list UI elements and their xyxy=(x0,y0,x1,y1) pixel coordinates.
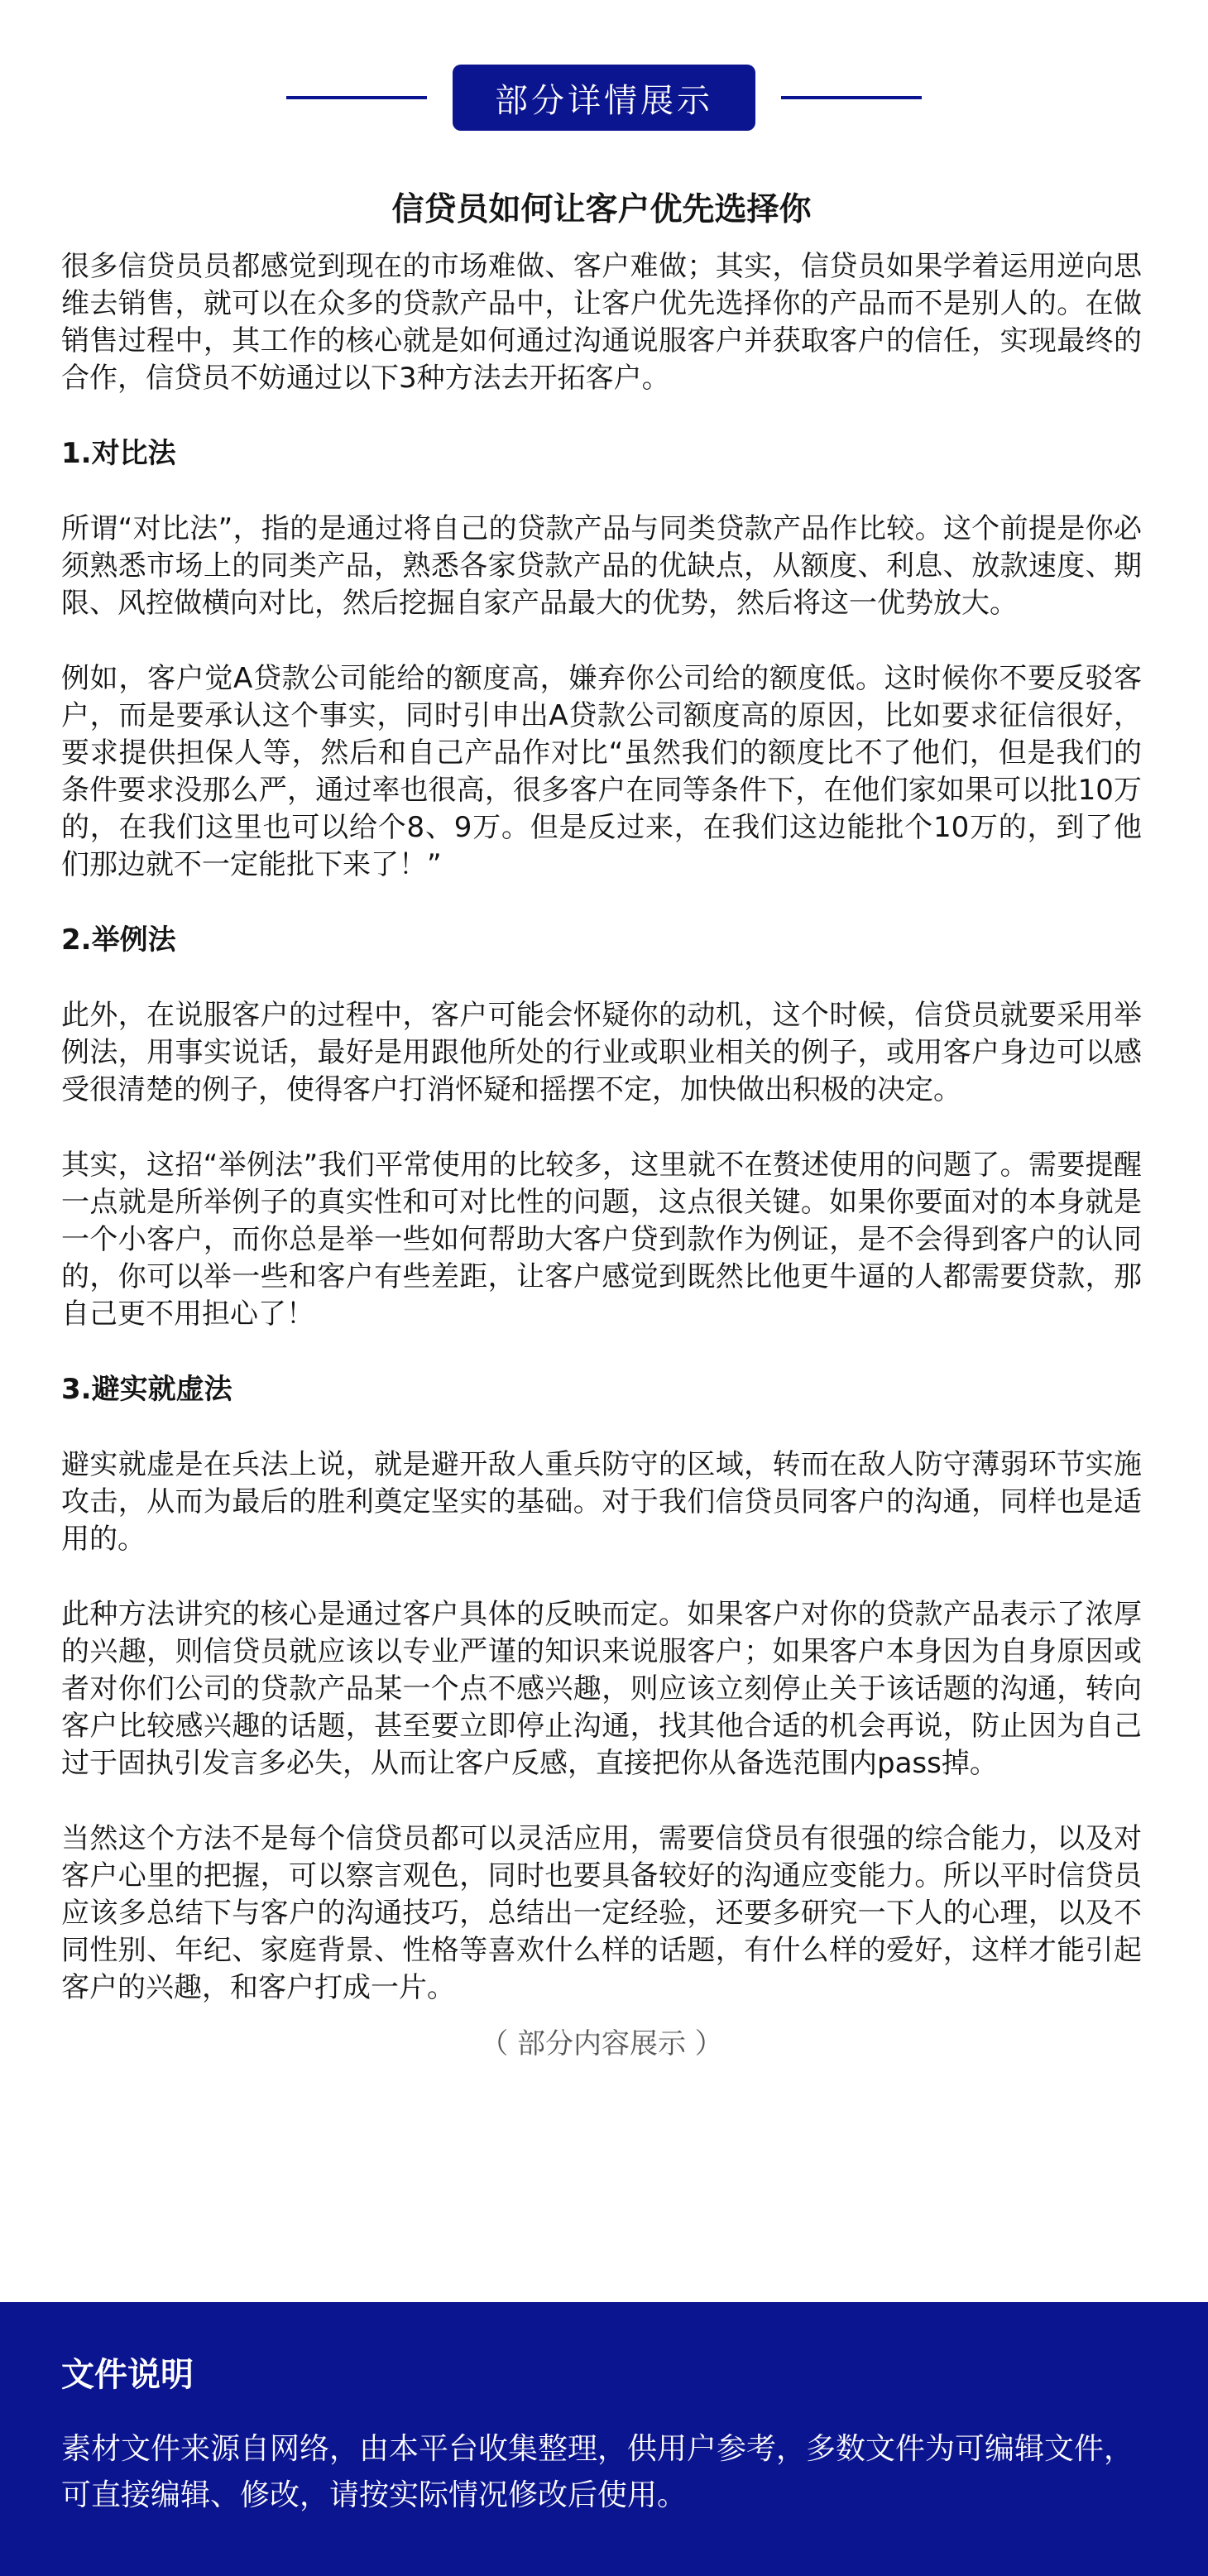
section-header xyxy=(0,65,1208,131)
section-heading-example: 2.举例法 xyxy=(61,923,176,957)
file-description-footer xyxy=(0,2302,1208,2576)
header-divider-right xyxy=(781,96,922,99)
document-content xyxy=(61,174,1142,2065)
section-paragraph: 其实，这招“举例法”我们平常使用的比较多，这里就不在赘述使用的问题了。需要提醒一点就是所举例子的真实性和可对比性的问题，这点很关键。如果你要面对的本身就是一个小客户，而你总是举一些如何帮助大客户贷到款作为例证，是不会得到客户的认同的，你可以举一些和客户有些差距，让客户感觉到既然比他更牛逼的人都需要贷款，那自己更不用担心了！ xyxy=(61,1149,1142,1331)
intro-paragraph: 很多信贷员员都感觉到现在的市场难做、客户难做；其实，信贷员如果学着运用逆向思维去销售，就可以在众多的贷款产品中，让客户优先选择你的产品而不是别人的。在做销售过程中，其工作的核心就是如何通过沟通说服客户并获取客户的信任，实现最终的合作，信贷员不妨通过以下3种方法去开拓客户。 xyxy=(61,250,1142,395)
partial-content-note: （ 部分内容展示 ） xyxy=(480,2027,723,2060)
section-paragraph: 当然这个方法不是每个信贷员都可以灵活应用，需要信贷员有很强的综合能力，以及对客户心里的把握，可以察言观色，同时也要具备较好的沟通应变能力。所以平时信贷员应该多总结下与客户的沟通技巧，总结出一定经验，还要多研究一下人的心理，以及不同性别、年纪、家庭背景、性格等喜欢什么样的话题，有什么样的爱好，这样才能引起客户的兴趣，和客户打成一片。 xyxy=(61,1822,1142,2004)
section-paragraph: 避实就虚是在兵法上说，就是避开敌人重兵防守的区域，转而在敌人防守薄弱环节实施攻击，从而为最后的胜利奠定坚实的基础。对于我们信贷员同客户的沟通，同样也是适用的。 xyxy=(61,1448,1142,1556)
header-divider-left xyxy=(286,96,427,99)
footer-title: 文件说明 xyxy=(61,2356,194,2394)
section-paragraph: 所谓“对比法”，指的是通过将自己的贷款产品与同类贷款产品作比较。这个前提是你必须熟悉市场上的同类产品，熟悉各家贷款产品的优缺点，从额度、利息、放款速度、期限、风控做横向对比，然后挖掘自家产品最大的优势，然后将这一优势放大。 xyxy=(61,512,1142,620)
section-heading-comparison: 1.对比法 xyxy=(61,437,176,470)
section-paragraph: 此外，在说服客户的过程中，客户可能会怀疑你的动机，这个时候，信贷员就要采用举例法，用事实说话，最好是用跟他所处的行业或职业相关的例子，或用客户身边可以感受很清楚的例子，使得客户打消怀疑和摇摆不定，加快做出积极的决定。 xyxy=(61,999,1142,1106)
header-badge: 部分详情展示 xyxy=(453,65,755,131)
document-title: 信贷员如何让客户优先选择你 xyxy=(391,191,812,228)
footer-text: 素材文件来源自网络，由本平台收集整理，供用户参考，多数文件为可编辑文件，可直接编辑、修改，请按实际情况修改后使用。 xyxy=(61,2432,1134,2512)
section-paragraph: 例如，客户觉A贷款公司能给的额度高，嫌弃你公司给的额度低。这时候你不要反驳客户，而是要承认这个事实，同时引申出A贷款公司额度高的原因，比如要求征信很好，要求提供担保人等，然后和自己产品作对比“虽然我们的额度比不了他们，但是我们的条件要求没那么严，通过率也很高，很多客户在同等条件下，在他们家如果可以批10万的，在我们这里也可以给个8、9万。但是反过来，在我们这边能批个10万的，到了他们那边就不一定能批下来了！” xyxy=(61,662,1142,881)
section-heading-avoid-strength: 3.避实就虚法 xyxy=(61,1373,232,1406)
section-paragraph: 此种方法讲究的核心是通过客户具体的反映而定。如果客户对你的贷款产品表示了浓厚的兴趣，则信贷员就应该以专业严谨的知识来说服客户；如果客户本身因为自身原因或者对你们公司的贷款产品某一个点不感兴趣，则应该立刻停止关于该话题的沟通，转向客户比较感兴趣的话题，甚至要立即停止沟通，找其他合适的机会再说，防止因为自己过于固执引发言多必失，从而让客户反感，直接把你从备选范围内pass掉。 xyxy=(61,1598,1142,1780)
